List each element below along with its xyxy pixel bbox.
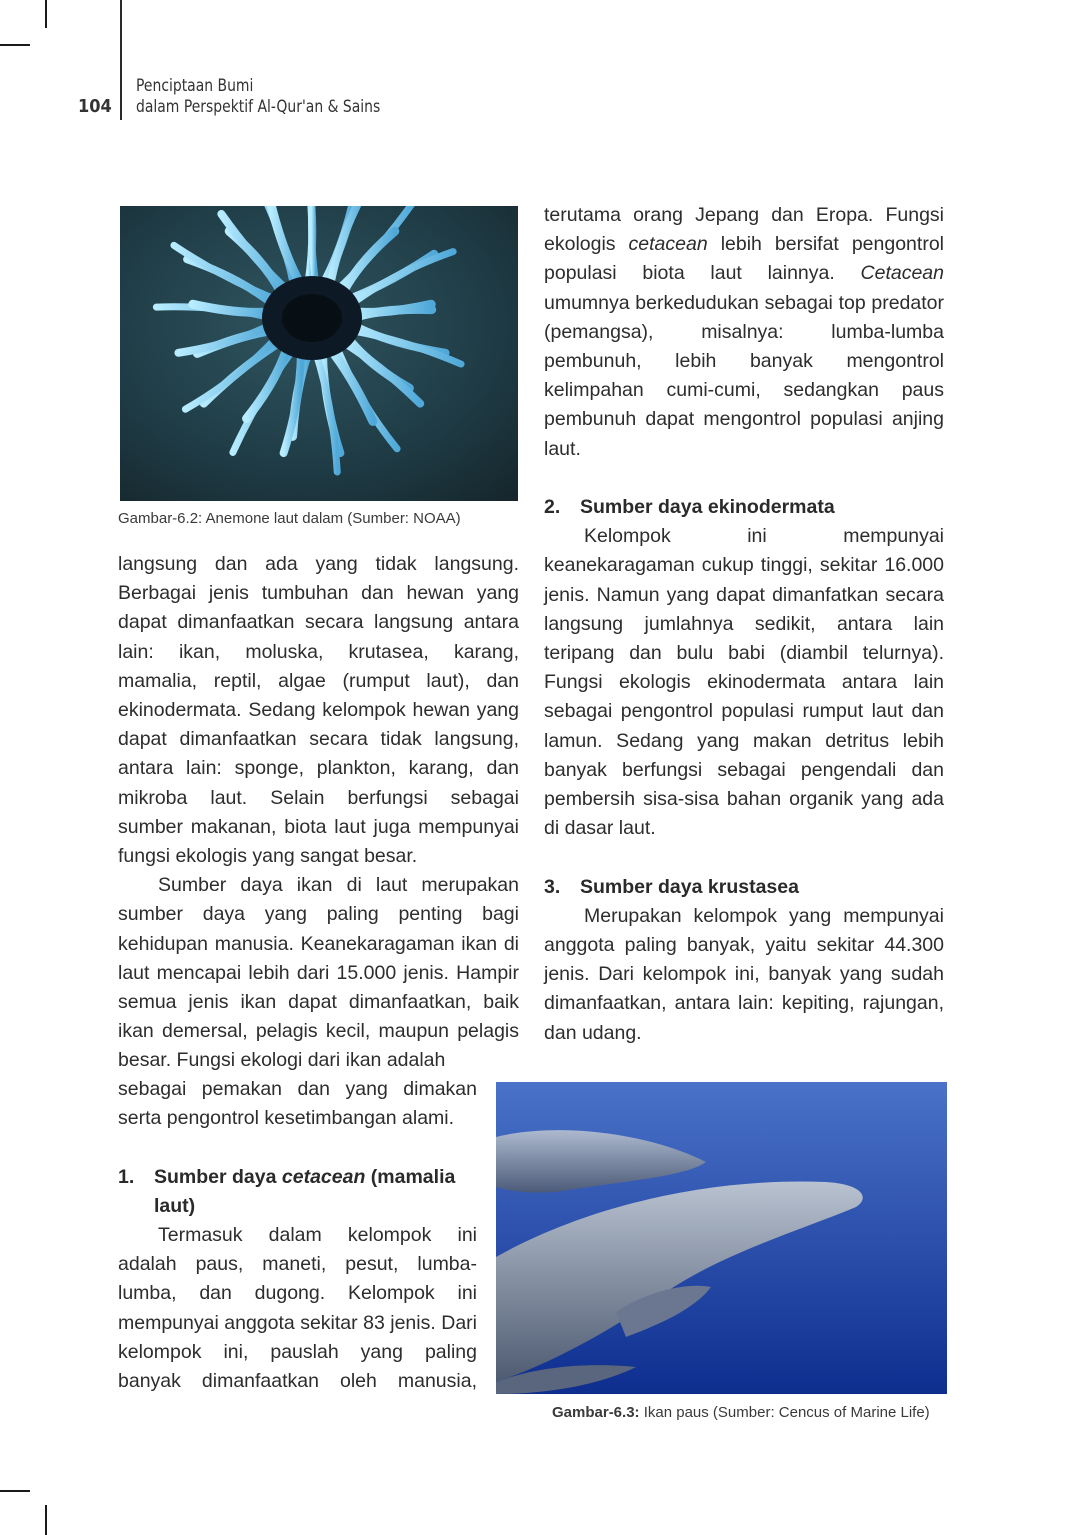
section-1-heading xyxy=(118,1163,477,1221)
section-3-number: 3. xyxy=(544,875,561,898)
running-head-line1: Penciptaan Bumi xyxy=(136,76,254,96)
right-cont-italic-1: cetacean xyxy=(628,233,708,256)
section-3-body: Merupakan kelompok yang mempunyai anggota paling banyak, yaitu sekitar 44.300 jenis. Dari kelompok ini, banyak yang sudah dimanfaatkan, antara lain: kepiting, rajungan, dan udang. xyxy=(544,904,944,1044)
right-cont-b: lebih bersifat pengontrol populasi biota laut lainnya. xyxy=(544,233,944,285)
left-column xyxy=(118,550,519,1076)
section-3-title: Sumber daya krustasea xyxy=(580,875,799,898)
whale-photo xyxy=(496,1082,947,1394)
section-2-title: Sumber daya ekinodermata xyxy=(580,496,835,519)
section-1-title xyxy=(154,1163,477,1221)
right-paragraph-cont xyxy=(544,201,944,464)
crop-mark-top-left-vertical xyxy=(45,0,47,28)
section-1-title-post: (mamalia laut) xyxy=(154,1165,456,1217)
left-paragraph-2: Sumber daya ikan di laut merupakan sumber daya yang paling penting bagi kehidupan manusia. Keanekaragaman ikan di laut mencapai lebih dari 15.000 jenis. Hampir semua jenis ikan dapat dimanfaatkan, baik ikan demersal, pelagis kecil, maupun pelagis besar. Fungsi ekologi dari ikan adalah xyxy=(118,874,519,1072)
whale-illustration xyxy=(496,1082,947,1394)
section-2-number: 2. xyxy=(544,496,561,519)
section-2-body: Kelompok ini mempunyai keanekaragaman cukup tinggi, sekitar 16.000 jenis. Namun yang dapat dimanfatkan secara langsung jumlahnya sedikit, antara lain teripang dan bulu babi (diambil telurnya). Fungsi ekologis ekinodermata antara lain sebagai pengontrol populasi rumput laut dan lamun. Sedang yang makan detritus lebih banyak berfungsi sebagai pengendali dan pembersih sisa-sisa bahan organik yang ada di dasar laut. xyxy=(544,525,944,840)
crop-mark-bottom-left-vertical xyxy=(45,1505,47,1535)
left-paragraph-2-cont: sebagai pemakan dan yang dimakan serta pengontrol kesetimbangan alami. xyxy=(118,1078,477,1130)
crop-mark-top-left-horizontal xyxy=(0,44,30,46)
section-1-title-italic: cetacean xyxy=(281,1165,366,1188)
page-number: 104 xyxy=(78,96,112,117)
anemone-photo xyxy=(120,206,518,501)
left-paragraph-1: langsung dan ada yang tidak langsung. Berbagai jenis tumbuhan dan hewan yang dapat dimanfaatkan secara langsung antara lain: ikan, moluska, krutasea, karang, mamalia, reptil, algae (rumput laut), dan ekinodermata. Sedang kelompok hewan yang dapat dimanfaatkan secara tidak langsung, antara lain: sponge, plankton, karang, dan mikroba laut. Selain berfungsi sebagai sumber makanan, biota laut juga mempunyai fungsi ekologis yang sangat besar. xyxy=(118,553,519,868)
running-head-line2: dalam Perspektif Al-Qur'an & Sains xyxy=(136,97,381,117)
anemone-tentacle xyxy=(312,206,316,284)
right-cont-c: umumnya berkedudukan sebagai top predator (pemangsa), misalnya: lumba-lumba pembunuh, lebih banyak mengontrol kelimpahan cumi-cumi, sedangkan paus pembunuh dapat mengontrol populasi anjing laut. xyxy=(544,291,944,460)
figure-6-3-caption-label: Gambar-6.3: xyxy=(552,1404,640,1421)
anemone-illustration xyxy=(120,206,518,501)
section-3-heading xyxy=(544,873,944,902)
section-1-title-pre: Sumber daya xyxy=(154,1165,282,1188)
right-cont-italic-2: Cetacean xyxy=(860,262,944,285)
left-column-narrow xyxy=(118,1075,477,1396)
crop-mark-bottom-left-horizontal xyxy=(0,1490,30,1492)
section-1-number: 1. xyxy=(118,1165,135,1188)
figure-6-2-caption: Gambar-6.2: Anemone laut dalam (Sumber: NOAA) xyxy=(118,510,461,527)
running-head xyxy=(136,76,380,118)
section-2-heading xyxy=(544,493,944,522)
figure-6-3-caption xyxy=(552,1404,930,1421)
figure-6-3-caption-text: Ikan paus (Sumber: Cencus of Marine Life) xyxy=(639,1404,930,1421)
right-column xyxy=(544,201,944,1048)
header-rule xyxy=(120,0,122,120)
section-1-body: Termasuk dalam kelompok ini adalah paus, maneti, pesut, lumba-lumba, dan dugong. Kelompok ini mempunyai anggota sekitar 83 jenis. Dari kelompok ini, pauslah yang paling banyak dimanfaatkan oleh manusia, xyxy=(118,1224,477,1393)
right-cont-a: terutama orang Jepang dan Eropa. Fungsi ekologis xyxy=(544,204,944,256)
